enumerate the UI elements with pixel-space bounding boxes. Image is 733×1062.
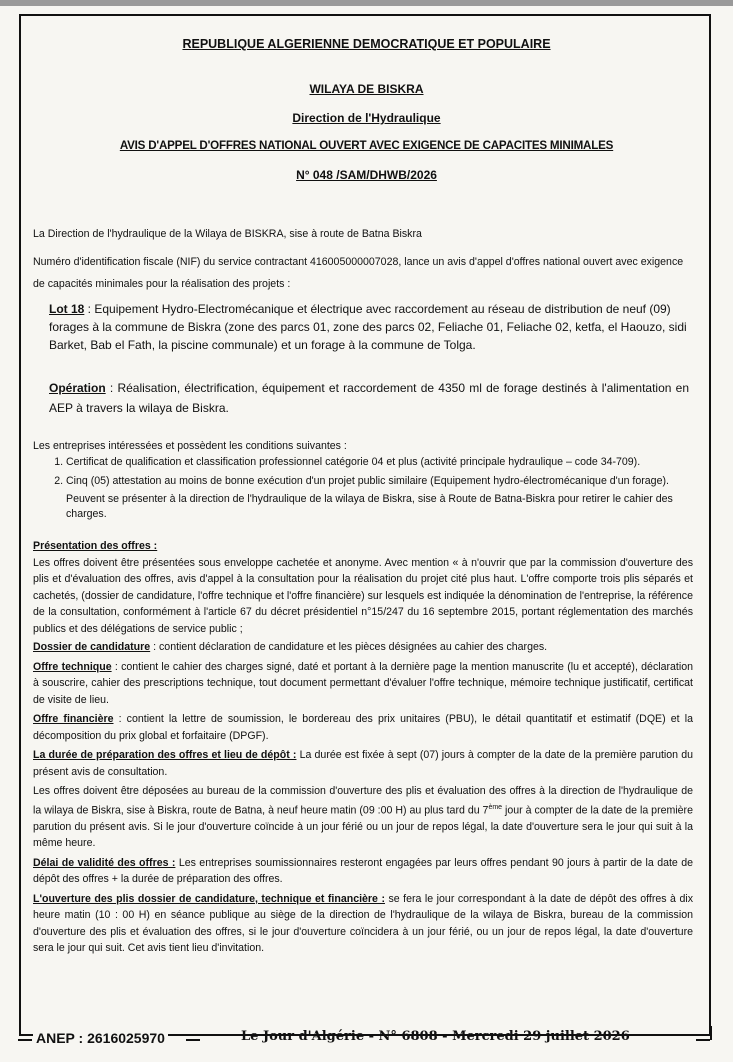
presentation-label: Présentation des offres :: [33, 540, 158, 552]
wilaya-heading: WILAYA DE BISKRA: [309, 82, 424, 96]
conditions-after: Peuvent se présenter à la direction de l'hydraulique de la wilaya de Biskra, sise à Route de Batna-Biskra pour retirer le cahier des charges.: [66, 492, 673, 520]
duree-label: La durée de préparation des offres et lieu de dépôt :: [33, 749, 297, 761]
operation-paragraph: [49, 378, 689, 418]
newspaper-reference: Le Jour d'Algérie - N° 6808 - Mercredi 29 juillet 2026: [241, 1029, 630, 1044]
footer-rule-corner: [710, 1026, 712, 1040]
operation-label: Opération: [49, 381, 106, 395]
avis-number: N° 048 /SAM/DHWB/2026: [296, 168, 437, 182]
dossier-paragraph: [33, 640, 693, 656]
technique-paragraph: [33, 659, 693, 709]
intro-line-2: Numéro d'identification fiscale (NIF) du service contractant 416005000007028, lance un avis d'appel d'offres national ouvert avec exigence de capacités minimales pour la réalisation des projets :: [33, 255, 684, 290]
presentation-text: Les offres doivent être présentées sous enveloppe cachetée et anonyme. Avec mention « à n'ouvrir que par la commission d'ouverture des plis et d'évaluation des offres, avis d'appel à la consultation pour la réalisation du projet cité plus haut. L'offre comporte trois plis séparés et cachetés, (dossier de candidature, l'offre technique et l'offre financière) sur lesquels est indiquée la dénomination de l'entreprise, la référence de la consultation, conformément à l'article 67 du décret présidentiel n°15/247 du 16 septembre 2015, portant réglementation des marchés publics et des délégations de service public ;: [33, 556, 693, 635]
scan-top-edge: [0, 0, 733, 6]
condition-item-2: 2. Cinq (05) attestation au moins de bonne exécution d'un projet public similaire (Equipement hydro-électromécanique d'un forage).: [66, 474, 693, 490]
ouverture-text: se fera le jour correspondant à la date de dépôt des offres à dix heure matin (10 : 00 H) en séance publique au siège de la direction de l'hydraulique de la wilaya de Biskra, bureau de la commission d'ouverture des plis et évaluation des offres, si le jour d'ouverture coïncidera à un jour férié, ou un jour de repos légal, la date d'ouverture sera le jour qui suit. Cet avis tient lieu d'invitation.: [33, 892, 693, 955]
footer-rule-right: [696, 1039, 710, 1041]
conditions-list: [33, 455, 693, 490]
validite-text: Les entreprises soumissionnaires resteront engagées par leurs offres pendant 90 jours à partir de la date de dépôt des offres + la durée de préparation des offres.: [33, 856, 693, 886]
validite-label: Délai de validité des offres :: [33, 856, 176, 869]
republic-heading: REPUBLIQUE ALGERIENNE DEMOCRATIQUE ET POPULAIRE: [182, 37, 551, 51]
conditions-section: [33, 439, 693, 523]
presentation-section: [33, 539, 693, 957]
avis-title: AVIS D'APPEL D'OFFRES NATIONAL OUVERT AVEC EXIGENCE DE CAPACITES MINIMALES: [119, 139, 614, 152]
dossier-label: Dossier de candidature: [33, 641, 151, 653]
duree-text: La durée est fixée à sept (07) jours à compter de la date de la première parution du présent avis de consultation.: [33, 749, 693, 778]
ouverture-paragraph: [33, 891, 693, 957]
financiere-text: : contient la lettre de soumission, le bordereau des prix unitaires (PBU), le détail quantitatif et estimatif (DQE) et la décomposition du prix global et forfaitaire (DPGF).: [33, 713, 693, 742]
notice-footer: [0, 1026, 733, 1052]
ouverture-label: L'ouverture des plis dossier de candidature, technique et financière :: [33, 892, 385, 905]
technique-text: : contient le cahier des charges signé, daté et portant à la dernière page la mention manuscrite (lu et accepté), déclaration à souscrire, cahier des prescriptions technique, tout document permettant d'évaluer l'offre technique, mémoire technique justificatif, certificat de visite de lieu.: [33, 660, 693, 706]
lot-label: Lot 18: [49, 302, 85, 316]
lot-paragraph: [49, 300, 689, 354]
operation-text: : Réalisation, électrification, équipement et raccordement de 4350 ml de forage destinés à l'alimentation en AEP à travers la wilaya de Biskra.: [49, 381, 689, 415]
duree-paragraph: [33, 747, 693, 780]
anep-reference: ANEP : 2616025970: [33, 1030, 168, 1046]
financiere-paragraph: [33, 711, 693, 744]
depot-paragraph: [33, 783, 693, 852]
intro-paragraph: [33, 227, 693, 295]
intro-line-1: La Direction de l'hydraulique de la Wilaya de BISKRA, sise à route de Batna Biskra: [33, 228, 422, 240]
financiere-label: Offre financière: [33, 713, 114, 725]
condition-item-1: 1. Certificat de qualification et classification professionnel catégorie 04 et plus (activité principale hydraulique – code 34-709).: [66, 455, 693, 471]
depot-superscript: ème: [488, 803, 503, 811]
conditions-intro: Les entreprises intéressées et possèdent les conditions suivantes :: [33, 440, 347, 452]
technique-label: Offre technique: [33, 660, 112, 673]
footer-rule-left: [18, 1039, 32, 1041]
lot-text: : Equipement Hydro-Electromécanique et électrique avec raccordement au réseau de distribution de neuf (09) forages à la commune de Biskra (zone des parcs 01, zone des parcs 02, Feliache 01, Feliache 02, ketfa, el Haouzo, sidi Barket, Bab el Fath, la piscine communale) et un forage à la commune de Tolga.: [49, 302, 687, 352]
footer-rule-middle: [186, 1039, 200, 1041]
depot-text-b: jour à compter de la date de la première parution du présent avis. Si le jour d'ouverture coïncide à un jour férié ou un jour de repos légal, la date d'ouverture sera le jour qui suit à la même heure.: [33, 804, 693, 850]
direction-heading: Direction de l'Hydraulique: [292, 111, 441, 125]
validite-paragraph: [33, 855, 693, 888]
depot-text-a: Les offres doivent être déposées au bureau de la commission d'ouverture des plis et évaluation des offres à la direction de l'hydraulique de la wilaya de Biskra, sise à Biskra, route de Batna, à neuf heure matin (09 :00 H) au plus tard du 7: [33, 785, 693, 817]
dossier-text: : contient déclaration de candidature et les pièces désignées au cahier des charges.: [150, 641, 548, 653]
